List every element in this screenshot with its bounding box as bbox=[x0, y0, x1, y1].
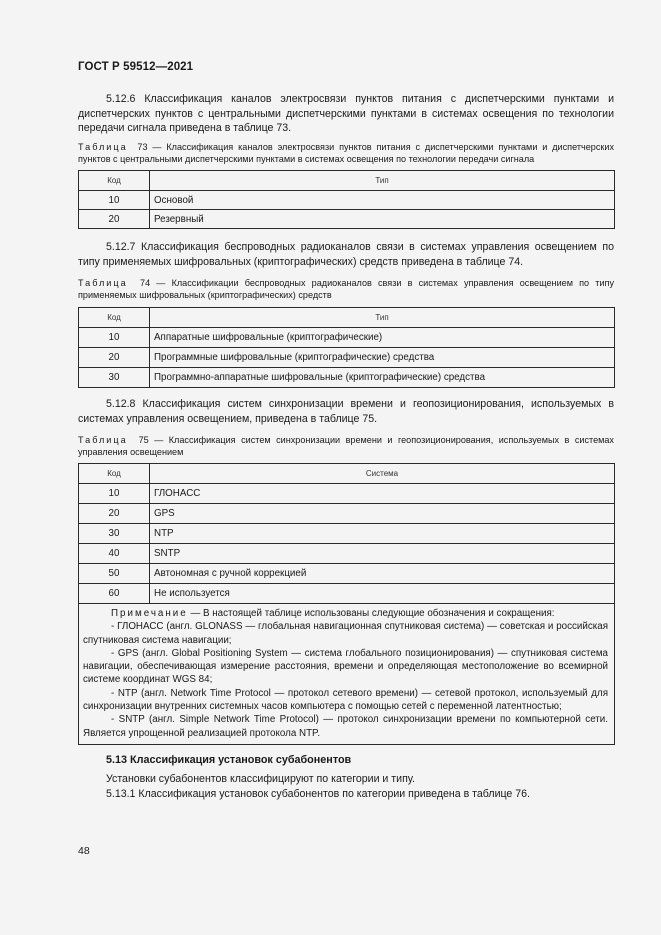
caption-text: 74 — Классификации беспроводных радиоканалов связи в системах управления освещением по типу применяемых шифровальных (криптографических) средств bbox=[78, 278, 614, 301]
cell-code: 20 bbox=[79, 504, 150, 524]
cell-code: 60 bbox=[79, 584, 150, 604]
caption-text: 75 — Классификация систем синхронизации времени и геопозиционирования, используемых в системах управления освещением bbox=[78, 435, 614, 458]
table-row bbox=[79, 484, 615, 504]
paragraph-text: 5.12.6 Классификация каналов электросвязи пунктов питания с диспетчерскими пунктами и диспетчерских пунктов с центральными диспетчерскими пунктами в системах освещения по технологии передачи сигнала приведена в таблице 73. bbox=[78, 93, 614, 135]
table-row bbox=[79, 368, 615, 388]
section-5-13-heading: 5.13 Классификация установок субабонентов bbox=[106, 754, 352, 766]
caption-label: Таблица bbox=[78, 278, 128, 288]
paragraph-5-12-7 bbox=[78, 240, 614, 269]
paragraph-5-13-intro bbox=[78, 772, 614, 787]
table-note bbox=[79, 604, 615, 745]
table-75-caption bbox=[78, 434, 614, 459]
table-row bbox=[79, 524, 615, 544]
table-74 bbox=[78, 307, 615, 388]
table-row bbox=[79, 584, 615, 604]
table-73 bbox=[78, 170, 615, 229]
table-row bbox=[79, 328, 615, 348]
cell-system: NTP bbox=[150, 524, 615, 544]
cell-code: 30 bbox=[79, 524, 150, 544]
note-item-ntp: - NTP (англ. Network Time Protocol — протокол сетевого времени) — сетевой протокол, используемый для синхронизации внутренних системных часов компьютера с помощью сетей с переменной латентностью; bbox=[83, 687, 608, 713]
paragraph-5-12-6 bbox=[78, 92, 614, 136]
cell-system: GPS bbox=[150, 504, 615, 524]
cell-code: 40 bbox=[79, 544, 150, 564]
cell-system: SNTP bbox=[150, 544, 615, 564]
note-label: Примечание bbox=[111, 608, 188, 619]
standard-header: ГОСТ Р 59512—2021 bbox=[78, 61, 194, 73]
table-73-caption bbox=[78, 141, 614, 166]
cell-type: Резервный bbox=[150, 210, 615, 229]
paragraph-text: 5.12.8 Классификация систем синхронизации времени и геопозиционирования, используемых в системах управления освещением, приведена в таблице 75. bbox=[78, 398, 614, 425]
table-row bbox=[79, 191, 615, 210]
table-74-caption bbox=[78, 277, 614, 302]
table-row bbox=[79, 504, 615, 524]
paragraph-5-13-1 bbox=[78, 787, 614, 802]
cell-type: Аппаратные шифровальные (криптографические) bbox=[150, 328, 615, 348]
cell-code: 10 bbox=[79, 191, 150, 210]
table-row bbox=[79, 348, 615, 368]
caption-label: Таблица bbox=[78, 142, 128, 152]
page-number: 48 bbox=[78, 845, 90, 857]
table-row bbox=[79, 544, 615, 564]
column-header-code: Код bbox=[79, 308, 150, 328]
cell-code: 10 bbox=[79, 328, 150, 348]
caption-text: 73 — Классификация каналов электросвязи пунктов питания с диспетчерскими пунктами и диспетчерских пунктов с центральными диспетчерскими пунктами в системах освещения по технологии передачи сигнала bbox=[78, 142, 615, 165]
paragraph-text: 5.13.1 Классификация установок субабонентов по категории приведена в таблице 76. bbox=[106, 788, 530, 800]
note-item-glonass: - ГЛОНАСС (англ. GLONASS — глобальная навигационная спутниковая система) — советская и российская спутниковая система навигации; bbox=[83, 621, 608, 646]
column-header-code: Код bbox=[79, 464, 150, 484]
cell-code: 10 bbox=[79, 484, 150, 504]
cell-type: Программные шифровальные (криптографические) средства bbox=[150, 348, 615, 368]
column-header-type: Тип bbox=[150, 308, 615, 328]
note-intro-text: — В настоящей таблице использованы следующие обозначения и сокращения: bbox=[187, 608, 555, 619]
cell-system: ГЛОНАСС bbox=[150, 484, 615, 504]
cell-code: 30 bbox=[79, 368, 150, 388]
table-row bbox=[79, 210, 615, 229]
column-header-code: Код bbox=[79, 171, 150, 191]
note-item-sntp: - SNTP (англ. Simple Network Time Protocol) — протокол синхронизации времени по компьютерной сети. Является упрощенной реализацией протокола NTP. bbox=[83, 714, 608, 739]
table-row bbox=[79, 564, 615, 584]
note-intro bbox=[83, 607, 608, 620]
cell-type: Основой bbox=[150, 191, 615, 210]
paragraph-5-12-8 bbox=[78, 397, 614, 426]
cell-code: 20 bbox=[79, 348, 150, 368]
cell-system: Не используется bbox=[150, 584, 615, 604]
caption-label: Таблица bbox=[78, 435, 128, 445]
cell-system: Автономная с ручной коррекцией bbox=[150, 564, 615, 584]
note-item-gps: - GPS (англ. Global Positioning System — система глобального позиционирования) — спутниковая система навигации, обеспечивающая измерение расстояния, времени и определяющая местоположение во всемирной системе координат WGS 84; bbox=[83, 647, 608, 686]
paragraph-text: 5.12.7 Классификация беспроводных радиоканалов связи в системах управления освещением по типу применяемых шифровальных (криптографических) средств приведена в таблице 74. bbox=[78, 241, 614, 268]
cell-code: 20 bbox=[79, 210, 150, 229]
column-header-system: Система bbox=[150, 464, 615, 484]
column-header-type: Тип bbox=[150, 171, 615, 191]
cell-type: Программно-аппаратные шифровальные (криптографические) средства bbox=[150, 368, 615, 388]
paragraph-text: Установки субабонентов классифицируют по категории и типу. bbox=[106, 773, 415, 785]
cell-code: 50 bbox=[79, 564, 150, 584]
table-75 bbox=[78, 463, 615, 745]
